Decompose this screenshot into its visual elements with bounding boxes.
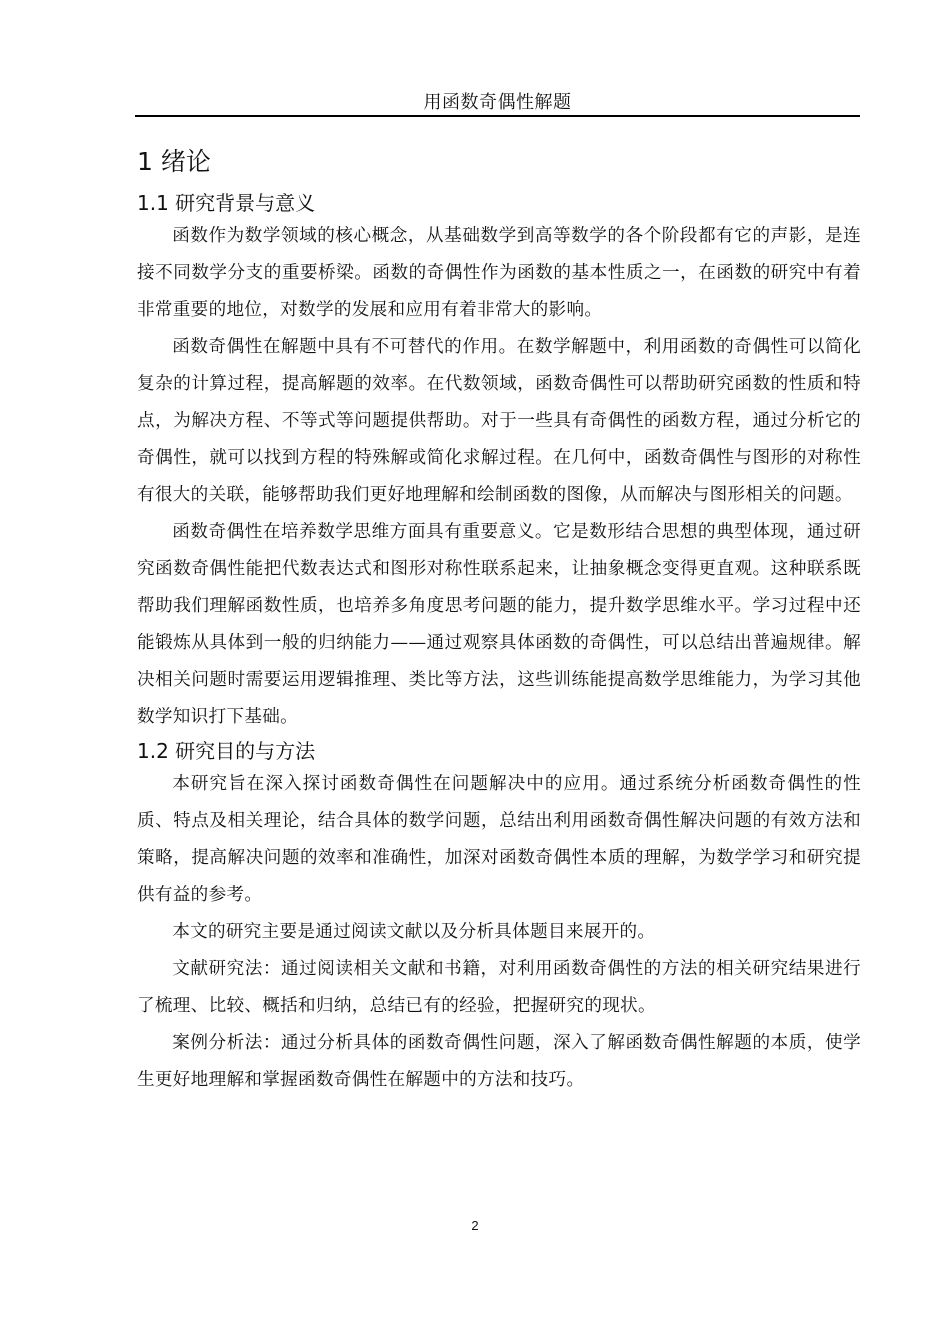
paragraph: 文献研究法：通过阅读相关文献和书籍，对利用函数奇偶性的方法的相关研究结果进行了梳理、比较、概括和归纳，总结已有的经验，把握研究的现状。 [137, 959, 861, 1016]
paragraph: 本研究旨在深入探讨函数奇偶性在问题解决中的应用。通过系统分析函数奇偶性的性质、特点及相关理论，结合具体的数学问题，总结出利用函数奇偶性解决问题的有效方法和策略，提高解决问题的效率和准确性，加深对函数奇偶性本质的理解，为数学学习和研究提供有益的参考。 [137, 774, 861, 905]
section-title-1-1: 1.1 研究背景与意义 [137, 191, 316, 215]
paragraph: 函数作为数学领域的核心概念，从基础数学到高等数学的各个阶段都有它的声影，是连接不同数学分支的重要桥梁。函数的奇偶性作为函数的基本性质之一，在函数的研究中有着非常重要的地位，对数学的发展和应用有着非常大的影响。 [137, 226, 861, 320]
page-body [137, 140, 861, 1099]
paragraph: 函数奇偶性在培养数学思维方面具有重要意义。它是数形结合思想的典型体现，通过研究函数奇偶性能把代数表达式和图形对称性联系起来，让抽象概念变得更直观。这种联系既帮助我们理解函数性质，也培养多角度思考问题的能力，提升数学思维水平。学习过程中还能锻炼从具体到一般的归纳能力——通过观察具体函数的奇偶性，可以总结出普遍规律。解决相关问题时需要运用逻辑推理、类比等方法，这些训练能提高数学思维能力，为学习其他数学知识打下基础。 [137, 522, 861, 727]
paragraph: 函数奇偶性在解题中具有不可替代的作用。在数学解题中，利用函数的奇偶性可以简化复杂的计算过程，提高解题的效率。在代数领域，函数奇偶性可以帮助研究函数的性质和特点，为解决方程、不等式等问题提供帮助。对于一些具有奇偶性的函数方程，通过分析它的奇偶性，就可以找到方程的特殊解或简化求解过程。在几何中，函数奇偶性与图形的对称性有很大的关联，能够帮助我们更好地理解和绘制函数的图像，从而解决与图形相关的问题。 [137, 337, 861, 505]
header-rule [135, 115, 860, 117]
page-number: 2 [471, 1218, 479, 1233]
chapter-title: 1 绪论 [137, 147, 211, 176]
paragraph: 案例分析法：通过分析具体的函数奇偶性问题，深入了解函数奇偶性解题的本质，使学生更好地理解和掌握函数奇偶性在解题中的方法和技巧。 [137, 1033, 861, 1090]
section-title-1-2: 1.2 研究目的与方法 [137, 739, 316, 763]
paragraph: 本文的研究主要是通过阅读文献以及分析具体题目来展开的。 [172, 922, 656, 942]
running-header: 用函数奇偶性解题 [423, 92, 572, 113]
